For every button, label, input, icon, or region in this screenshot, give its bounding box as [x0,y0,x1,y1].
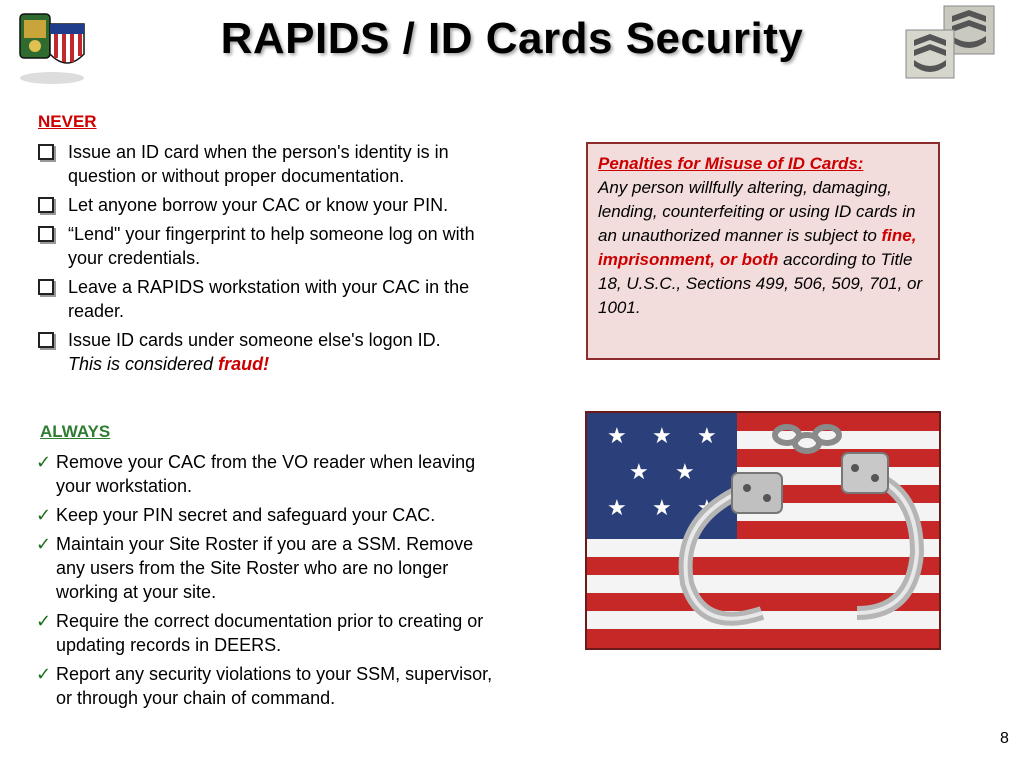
never-heading: NEVER [38,112,97,131]
rank-insignia-logo [904,4,998,82]
svg-text:★: ★ [697,496,717,521]
never-item: Issue ID cards under someone else's logon ID. This is considered fraud! [38,328,508,376]
fraud-emphasis: fraud! [218,354,270,374]
checkbox-bullet-icon [38,226,54,242]
always-item: ✓ Keep your PIN secret and safeguard your CAC. [36,505,436,525]
never-item: Let anyone borrow your CAC or know your PIN. [38,193,508,217]
svg-text:★: ★ [607,496,627,521]
svg-text:★: ★ [652,496,672,521]
penalty-text-after: according to Title 18, U.S.C., Sections 499, 506, 509, 701, or 1001. [598,250,923,317]
checkmark-icon: ✓ [36,505,52,525]
page-number: 8 [1000,730,1009,747]
never-item: Leave a RAPIDS workstation with your CAC in the reader. [38,275,508,323]
always-list [36,450,506,715]
checkbox-bullet-icon [38,144,54,160]
never-list [38,140,508,381]
checkmark-icon: ✓ [36,664,52,684]
svg-text:★: ★ [675,460,695,485]
checkbox-bullet-icon [38,332,54,348]
always-item: ✓ Remove your CAC from the VO reader when leaving your workstation. [36,452,476,496]
penalty-title: Penalties for Misuse of ID Cards: [598,154,864,173]
page-title: RAPIDS / ID Cards Security [220,14,804,63]
checkbox-bullet-icon [38,197,54,213]
penalty-callout [586,142,940,360]
never-item: “Lend" your fingerprint to help someone log on with your credentials. [38,222,508,270]
penalty-text-before: Any person willfully altering, damaging, lending, counterfeiting or using ID cards in an unauthorized manner is subject to [598,178,916,245]
always-heading: ALWAYS [40,422,111,441]
svg-text:★: ★ [607,424,627,449]
penalty-emphasis: fine, imprisonment, or both [598,226,917,269]
fraud-note: This is considered [68,354,219,374]
checkbox-bullet-icon [38,279,54,295]
never-item: Issue an ID card when the person's identity is in question or without proper documentation. [38,140,508,188]
always-item: ✓ Require the correct documentation prior to creating or updating records in DEERS. [36,611,484,655]
svg-text:★: ★ [652,424,672,449]
handcuffs-flag-image [585,411,941,650]
svg-text:★: ★ [697,424,717,449]
svg-text:★: ★ [629,460,649,485]
always-item: ✓ Maintain your Site Roster if you are a SSM. Remove any users from the Site Roster who are no longer working at your site. [36,534,474,602]
checkmark-icon: ✓ [36,611,52,631]
always-item: ✓ Report any security violations to your SSM, supervisor, or through your chain of command. [36,664,493,708]
checkmark-icon: ✓ [36,534,52,554]
checkmark-icon: ✓ [36,452,52,472]
